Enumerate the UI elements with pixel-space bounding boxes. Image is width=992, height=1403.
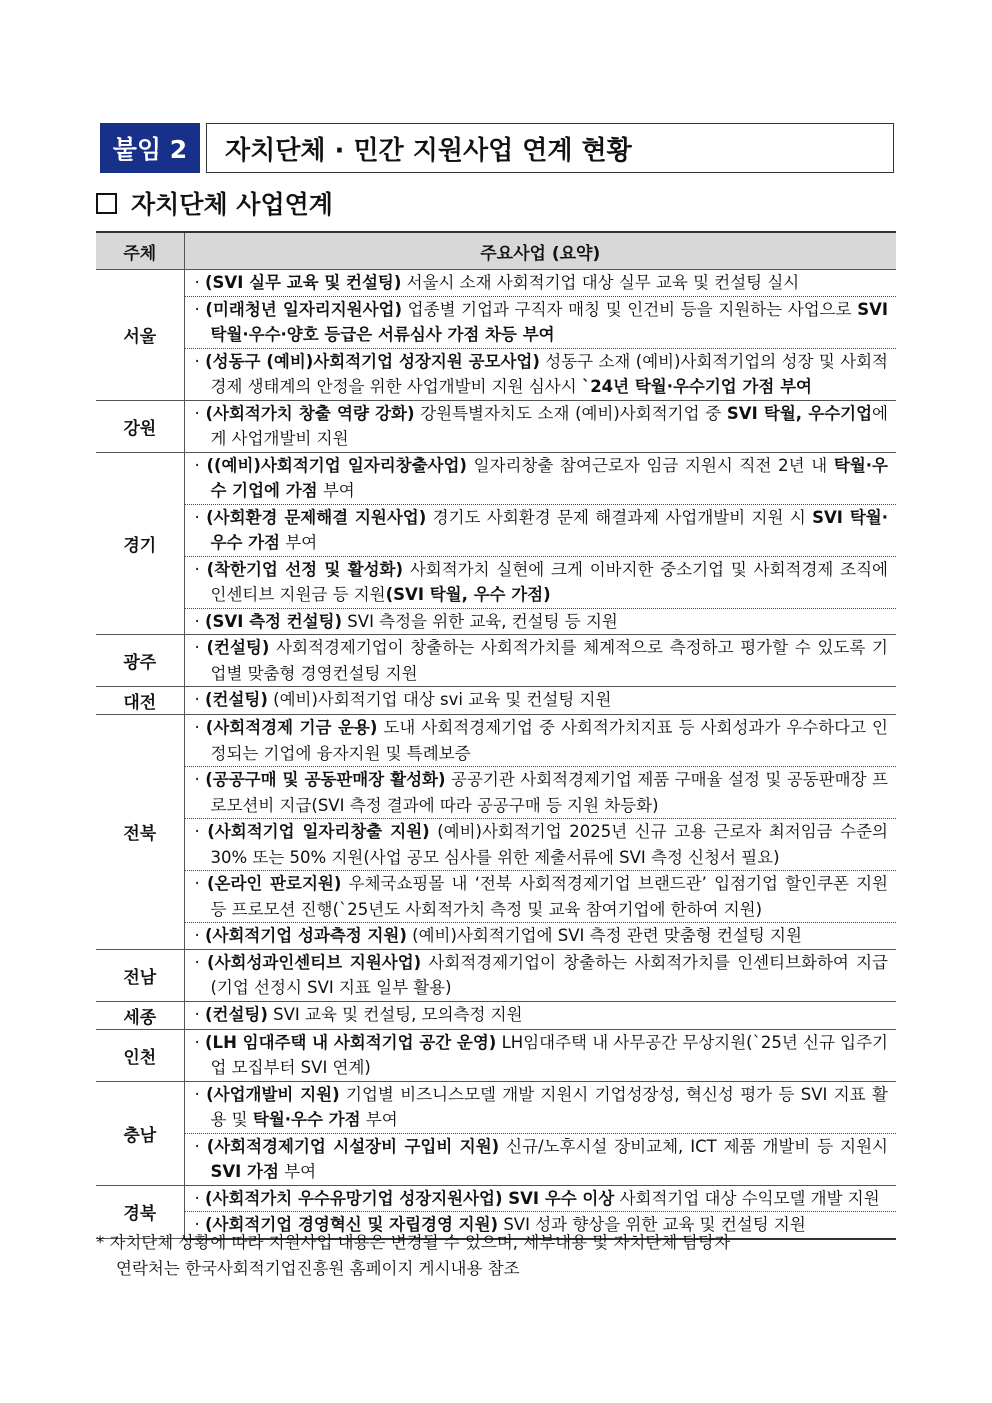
page-header bbox=[100, 123, 894, 173]
region-cell: 인천 bbox=[96, 1029, 184, 1081]
table-row bbox=[96, 819, 896, 871]
table-row bbox=[96, 400, 896, 452]
table-row bbox=[96, 348, 896, 400]
program-item bbox=[184, 1185, 896, 1212]
program-item bbox=[184, 1133, 896, 1185]
program-text: 부여 bbox=[317, 481, 355, 500]
table-row bbox=[96, 871, 896, 923]
support-program-table bbox=[96, 231, 896, 1240]
program-item bbox=[184, 819, 896, 871]
region-cell: 전북 bbox=[96, 715, 184, 950]
program-text: 부여 bbox=[280, 533, 318, 552]
program-highlight-text: (사회적경제 기금 운용) bbox=[205, 718, 378, 737]
table-row bbox=[96, 1029, 896, 1081]
program-item bbox=[184, 504, 896, 556]
program-text: 사회적경제기업이 창출하는 사회적가치를 인센티브화하여 지급(기업 선정시 SVI 지표 일부 활용) bbox=[210, 952, 888, 997]
program-highlight-text: (사회적경제기업 시설장비 구입비 지원) bbox=[206, 1136, 500, 1156]
program-item bbox=[184, 1029, 896, 1081]
program-text: (예비)사회적기업 대상 svi 교육 및 컨설팅 지원 bbox=[267, 690, 612, 709]
table-row bbox=[96, 687, 896, 715]
program-item bbox=[184, 1001, 896, 1029]
program-highlight-text: (SVI 탁월, 우수 가점) bbox=[385, 585, 551, 604]
program-highlight-text: (사회환경 문제해결 지원사업) bbox=[206, 507, 427, 527]
program-item bbox=[184, 715, 896, 767]
bullet-dot-icon: · bbox=[194, 559, 207, 579]
program-highlight-text: (사회성과인센티브 지원사업) bbox=[207, 952, 422, 972]
table-row bbox=[96, 608, 896, 635]
program-item bbox=[184, 556, 896, 608]
program-item bbox=[184, 767, 896, 819]
program-text: 성동구 소재 (예비)사회적기업의 성장 및 사회적경제 생태계의 안정을 위한 사업개발비 지원 심사시 bbox=[210, 351, 888, 396]
table-row bbox=[96, 1081, 896, 1133]
program-text: 강원특별자치도 소재 (예비)사회적기업 중 bbox=[414, 403, 727, 423]
bullet-dot-icon: · bbox=[194, 351, 206, 371]
program-item bbox=[184, 296, 896, 348]
program-highlight-text: (컨설팅) bbox=[205, 690, 268, 709]
table-row bbox=[96, 1185, 896, 1212]
program-highlight-text: (SVI 실무 교육 및 컨설팅) bbox=[205, 273, 402, 292]
program-text: SVI 성과 향상을 위한 교육 및 컨설팅 지원 bbox=[498, 1215, 806, 1234]
program-item bbox=[184, 348, 896, 400]
program-highlight-text: (SVI 측정 컨설팅) bbox=[205, 611, 343, 631]
program-highlight-text: (사회적가치 창출 역량 강화) bbox=[205, 403, 415, 423]
region-cell: 세종 bbox=[96, 1001, 184, 1029]
program-highlight-text: 탁월·우수 기업에 가점 bbox=[210, 455, 888, 500]
bullet-dot-icon: · bbox=[194, 718, 206, 737]
bullet-dot-icon: · bbox=[194, 926, 205, 945]
program-highlight-text: SVI 가점 bbox=[210, 1162, 279, 1181]
program-text: 공공기관 사회적경제기업 제품 구매율 설정 및 공동판매장 프로모션비 지급(SVI 측정 결과에 따라 공공구매 등 지원 차등화) bbox=[210, 770, 888, 815]
program-highlight-text: (컨설팅) bbox=[206, 638, 270, 657]
program-text: SVI 교육 및 컨설팅, 모의측정 지원 bbox=[267, 1004, 523, 1024]
bullet-dot-icon: · bbox=[194, 770, 206, 789]
program-text: 신규/노후시설 장비교체, ICT 제품 개발비 등 지원시 bbox=[499, 1136, 888, 1156]
bullet-dot-icon: · bbox=[194, 611, 205, 631]
program-highlight-text: (LH 임대주택 내 사회적기업 공간 운영) bbox=[205, 1032, 497, 1052]
program-item bbox=[184, 635, 896, 687]
program-item bbox=[184, 949, 896, 1001]
bullet-dot-icon: · bbox=[194, 690, 205, 709]
footnote bbox=[96, 1230, 896, 1282]
program-text: LH임대주택 내 사무공간 무상지원(`25년 신규 입주기업 모집부터 SVI 연계) bbox=[210, 1032, 888, 1077]
bullet-dot-icon: · bbox=[194, 1032, 206, 1052]
program-item bbox=[184, 452, 896, 504]
program-highlight-text: SVI 탁월, 우수기업 bbox=[726, 403, 873, 423]
page-title: 자치단체 · 민간 지원사업 연계 현황 bbox=[206, 123, 894, 173]
program-highlight-text: (착한기업 선정 및 활성화) bbox=[206, 559, 404, 579]
table-header-row bbox=[96, 232, 896, 270]
region-cell: 전남 bbox=[96, 949, 184, 1001]
bullet-dot-icon: · bbox=[194, 455, 207, 475]
table-row bbox=[96, 270, 896, 297]
program-text: SVI 측정을 위한 교육, 컨설팅 등 지원 bbox=[342, 611, 618, 631]
bullet-dot-icon: · bbox=[194, 822, 208, 841]
program-text: 일자리창출 참여근로자 임금 지원시 직전 2년 내 bbox=[466, 455, 834, 475]
footnote-line-2: 연락처는 한국사회적기업진흥원 홈페이지 게시내용 참조 bbox=[116, 1259, 520, 1278]
program-highlight-text: (사회적기업 경영혁신 및 자립경영 지원) bbox=[205, 1215, 499, 1234]
region-cell: 충남 bbox=[96, 1081, 184, 1185]
region-cell: 대전 bbox=[96, 687, 184, 715]
program-highlight-text: (사회적기업 성과측정 지원) bbox=[205, 926, 407, 945]
program-highlight-text: ((예비)사회적기업 일자리창출사업) bbox=[206, 455, 467, 475]
bullet-dot-icon: · bbox=[194, 1004, 205, 1024]
program-highlight-text: SVI 탁월·우수·양호 등급은 서류심사 가점 차등 부여 bbox=[210, 299, 888, 344]
program-text: 에게 사업개발비 지원 bbox=[210, 403, 888, 448]
bullet-dot-icon: · bbox=[194, 1215, 205, 1234]
checkbox-square-icon bbox=[96, 193, 117, 214]
table-row bbox=[96, 504, 896, 556]
bullet-dot-icon: · bbox=[194, 507, 207, 527]
program-highlight-text: (미래청년 일자리지원사업) bbox=[205, 299, 403, 319]
table-row bbox=[96, 556, 896, 608]
section-heading bbox=[96, 185, 333, 221]
region-cell: 강원 bbox=[96, 400, 184, 452]
table-row bbox=[96, 635, 896, 687]
program-text: 사회적가치 실현에 크게 이바지한 중소기업 및 사회적경제 조직에 인센티브 지원금 등 지원 bbox=[210, 559, 888, 604]
table-row bbox=[96, 715, 896, 767]
footnote-line-1: * 자치단체 상황에 따라 지원사업 내용은 변경될 수 있으며, 세부내용 및 자치단체 담당자 bbox=[96, 1233, 731, 1252]
program-item bbox=[184, 270, 896, 297]
program-highlight-text: 탁월·우수 가점 bbox=[252, 1110, 361, 1129]
attachment-badge: 붙임 2 bbox=[100, 123, 200, 173]
program-text: 부여 bbox=[278, 1162, 317, 1181]
program-item bbox=[184, 608, 896, 635]
program-highlight-text: (사회적기업 일자리창출 지원) bbox=[207, 822, 430, 841]
table-row bbox=[96, 1133, 896, 1185]
bullet-dot-icon: · bbox=[194, 299, 206, 319]
program-text: 사회적기업 대상 수익모델 개발 지원 bbox=[614, 1188, 880, 1208]
table-row bbox=[96, 767, 896, 819]
program-item bbox=[184, 1081, 896, 1133]
program-text: 부여 bbox=[360, 1110, 398, 1129]
program-text: 도내 사회적경제기업 중 사회적가치지표 등 사회성과가 우수하다고 인정되는 기업에 융자지원 및 특례보증 bbox=[210, 718, 888, 763]
program-highlight-text: `24년 탁월·우수기업 가점 부여 bbox=[581, 377, 812, 396]
program-highlight-text: (컨설팅) bbox=[205, 1004, 268, 1024]
program-highlight-text: SVI 탁월·우수 가점 bbox=[210, 507, 888, 552]
program-text: 사회적경제기업이 창출하는 사회적가치를 체계적으로 측정하고 평가할 수 있도록 기업별 맞춤형 경영컨설팅 지원 bbox=[210, 638, 888, 683]
table-row bbox=[96, 923, 896, 950]
bullet-dot-icon: · bbox=[194, 403, 206, 423]
program-item bbox=[184, 923, 896, 950]
column-header-region: 주체 bbox=[96, 232, 184, 270]
program-highlight-text: (사회적가치 우수유망기업 성장지원사업) SVI 우수 이상 bbox=[205, 1188, 615, 1208]
program-text: 업종별 기업과 구직자 매칭 및 인건비 등을 지원하는 사업으로 bbox=[402, 299, 858, 319]
program-text: (예비)사회적기업에 SVI 측정 관련 맞춤형 컨설팅 지원 bbox=[406, 926, 802, 945]
program-text: 서울시 소재 사회적기업 대상 실무 교육 및 컨설팅 실시 bbox=[401, 273, 800, 292]
bullet-dot-icon: · bbox=[194, 638, 207, 657]
program-highlight-text: (사업개발비 지원) bbox=[206, 1084, 340, 1104]
program-item bbox=[184, 687, 896, 715]
program-highlight-text: (공공구매 및 공동판매장 활성화) bbox=[205, 770, 446, 789]
bullet-dot-icon: · bbox=[194, 874, 207, 893]
program-highlight-text: (성동구 (예비)사회적기업 성장지원 공모사업) bbox=[205, 351, 540, 371]
table-row bbox=[96, 296, 896, 348]
program-text: 우체국쇼핑몰 내 ‘전북 사회적경제기업 브랜드관’ 입점기업 할인쿠폰 지원 등 프로모션 진행(`25년도 사회적가치 측정 및 교육 참여기업에 한하여 지원) bbox=[210, 874, 888, 919]
bullet-dot-icon: · bbox=[194, 1084, 207, 1104]
bullet-dot-icon: · bbox=[194, 952, 208, 972]
region-cell: 경북 bbox=[96, 1185, 184, 1239]
table-body bbox=[96, 270, 896, 1239]
program-item bbox=[184, 871, 896, 923]
program-item bbox=[184, 400, 896, 452]
bullet-dot-icon: · bbox=[194, 1136, 207, 1156]
bullet-dot-icon: · bbox=[194, 273, 205, 292]
region-cell: 경기 bbox=[96, 452, 184, 635]
program-text: (예비)사회적기업 2025년 신규 고용 근로자 최저임금 수준의 30% 또는 50% 지원(사업 공모 심사를 위한 제출서류에 SVI 측정 신청서 필요) bbox=[210, 822, 888, 867]
program-text: 기업별 비즈니스모델 개발 지원시 기업성장성, 혁신성 평가 등 SVI 지표 활용 및 bbox=[210, 1084, 888, 1129]
section-title: 자치단체 사업연계 bbox=[131, 190, 333, 219]
program-text: 경기도 사회환경 문제 해결과제 사업개발비 지원 시 bbox=[426, 507, 813, 527]
table-row bbox=[96, 949, 896, 1001]
region-cell: 광주 bbox=[96, 635, 184, 687]
table-row bbox=[96, 1001, 896, 1029]
region-cell: 서울 bbox=[96, 270, 184, 401]
bullet-dot-icon: · bbox=[194, 1188, 205, 1208]
program-highlight-text: (온라인 판로지원) bbox=[207, 874, 342, 893]
column-header-program: 주요사업 (요약) bbox=[184, 232, 896, 270]
table-row bbox=[96, 452, 896, 504]
